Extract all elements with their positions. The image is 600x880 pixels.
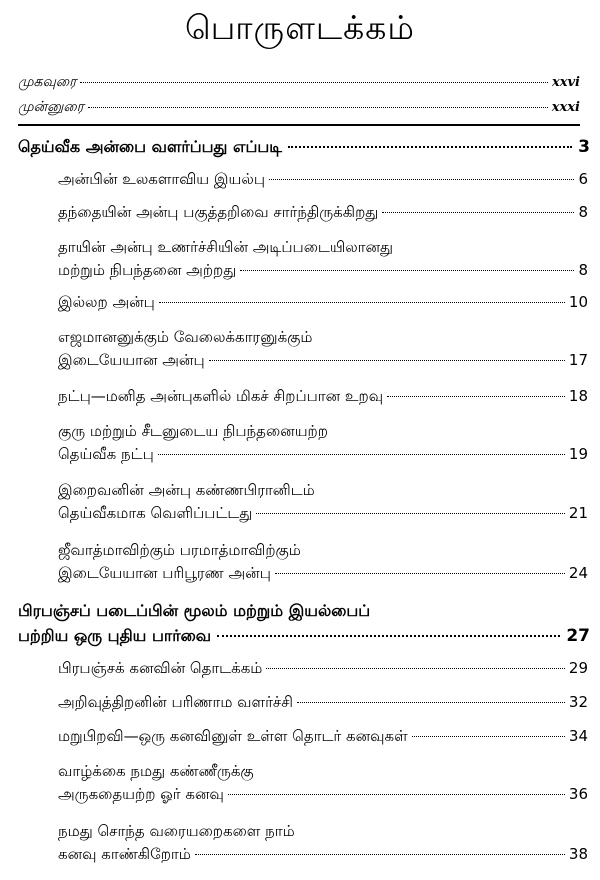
toc-entry — [58, 385, 588, 408]
dot-leader — [209, 360, 565, 361]
entry-page: 6 — [578, 170, 588, 188]
entry-page: 32 — [568, 693, 588, 711]
dot-leader — [240, 270, 574, 271]
dot-leader — [387, 396, 565, 397]
dot-leader — [269, 179, 574, 180]
entry-title-line: தெய்வீக நட்பு — [58, 445, 154, 463]
dot-leader — [217, 635, 560, 637]
entry-page: 29 — [568, 659, 588, 677]
entry-title-line: இடையேயான பரிபூரண அன்பு — [58, 564, 271, 582]
toc-entry — [58, 168, 588, 191]
entry-page: 18 — [568, 387, 588, 405]
entry-page: 34 — [568, 727, 588, 745]
toc-entry — [58, 479, 588, 525]
entry-title: அறிவுத்திறனின் பரிணாம வளர்ச்சி — [58, 693, 293, 711]
entry-title: அன்பின் உலகளாவிய இயல்பு — [58, 170, 265, 188]
dot-leader — [228, 794, 565, 795]
section-page: 3 — [578, 137, 590, 157]
entry-title: முகவுரை — [18, 74, 77, 90]
entry-page: 8 — [578, 203, 588, 221]
entry-page: 38 — [568, 845, 588, 863]
dot-leader — [159, 302, 565, 303]
front-matter-entry — [18, 74, 580, 92]
section-page: 27 — [566, 626, 590, 646]
dot-leader — [158, 454, 565, 455]
entry-page: 8 — [578, 261, 588, 279]
toc-entry — [58, 820, 588, 866]
entry-title-line: கனவு காண்கிறோம் — [58, 845, 191, 863]
entry-title-line: வாழ்க்கை நமது கண்ணீருக்கு — [58, 762, 254, 780]
toc-entry — [58, 420, 588, 466]
entry-title: பிரபஞ்சக் கனவின் தொடக்கம் — [58, 659, 263, 677]
toc-entry — [58, 326, 588, 372]
entry-title-line: எஜமானனுக்கும் வேலைக்காரனுக்கும் — [58, 328, 313, 346]
toc-entry — [58, 539, 588, 585]
dot-leader — [288, 146, 572, 148]
entry-page: xxxi — [551, 100, 580, 115]
entry-title-line: இடையேயான அன்பு — [58, 351, 205, 369]
section-heading — [18, 137, 590, 158]
toc-entry — [58, 691, 588, 714]
divider-rule — [18, 124, 580, 126]
dot-leader — [256, 513, 565, 514]
section-heading — [18, 599, 590, 649]
entry-page: 10 — [568, 293, 588, 311]
page-title: பொருளடக்கம் — [185, 8, 415, 47]
entry-page: 17 — [568, 351, 588, 369]
entry-title-line: குரு மற்றும் சீடனுடைய நிபந்தனையற்ற — [58, 422, 328, 440]
entry-page: 21 — [568, 504, 588, 522]
dot-leader — [275, 573, 565, 574]
entry-title: இல்லற அன்பு — [58, 293, 155, 311]
section-title: தெய்வீக அன்பை வளர்ப்பது எப்படி — [18, 137, 283, 156]
toc-entry — [58, 760, 588, 806]
entry-page: xxvi — [552, 75, 580, 90]
entry-title: முன்னுரை — [18, 99, 84, 115]
section-title-line: பிரபஞ்சப் படைப்பின் மூலம் மற்றும் இயல்பைப் — [18, 601, 371, 620]
dot-leader — [88, 107, 548, 108]
toc-entry — [58, 291, 588, 314]
entry-title-line: ஜீவாத்மாவிற்கும் பரமாத்மாவிற்கும் — [58, 541, 301, 559]
entry-title-line: தெய்வீகமாக வெளிப்பட்டது — [58, 504, 253, 522]
entry-title: மறுபிறவி—ஒரு கனவினுள் உள்ள தொடர் கனவுகள் — [58, 727, 408, 745]
section-title-line: பற்றிய ஒரு புதிய பார்வை — [18, 626, 212, 645]
entry-title: தந்தையின் அன்பு பகுத்தறிவை சார்ந்திருக்கிறது — [58, 203, 379, 221]
entry-title: நட்பு—மனித அன்புகளில் மிகச் சிறப்பான உறவு — [58, 387, 384, 405]
entry-page: 36 — [568, 785, 588, 803]
entry-page: 19 — [568, 445, 588, 463]
dot-leader — [297, 702, 565, 703]
dot-leader — [266, 668, 565, 669]
entry-title-line: நமது சொந்த வரையறைகளை நாம் — [58, 822, 295, 840]
dot-leader — [80, 82, 548, 83]
entry-title-line: இறைவனின் அன்பு கண்ணபிரானிடம் — [58, 481, 315, 499]
dot-leader — [412, 736, 565, 737]
dot-leader — [382, 212, 574, 213]
toc-entry — [58, 236, 588, 282]
entry-page: 24 — [568, 564, 588, 582]
toc-entry — [58, 725, 588, 748]
toc-entry — [58, 657, 588, 680]
front-matter-entry — [18, 99, 580, 117]
entry-title-line: அருகதையற்ற ஓர் கனவு — [58, 785, 224, 803]
toc-entry — [58, 201, 588, 224]
entry-title-line: தாயின் அன்பு உணர்ச்சியின் அடிப்படையிலானது — [58, 238, 394, 256]
dot-leader — [195, 854, 565, 855]
entry-title-line: மற்றும் நிபந்தனை அற்றது — [58, 261, 237, 279]
